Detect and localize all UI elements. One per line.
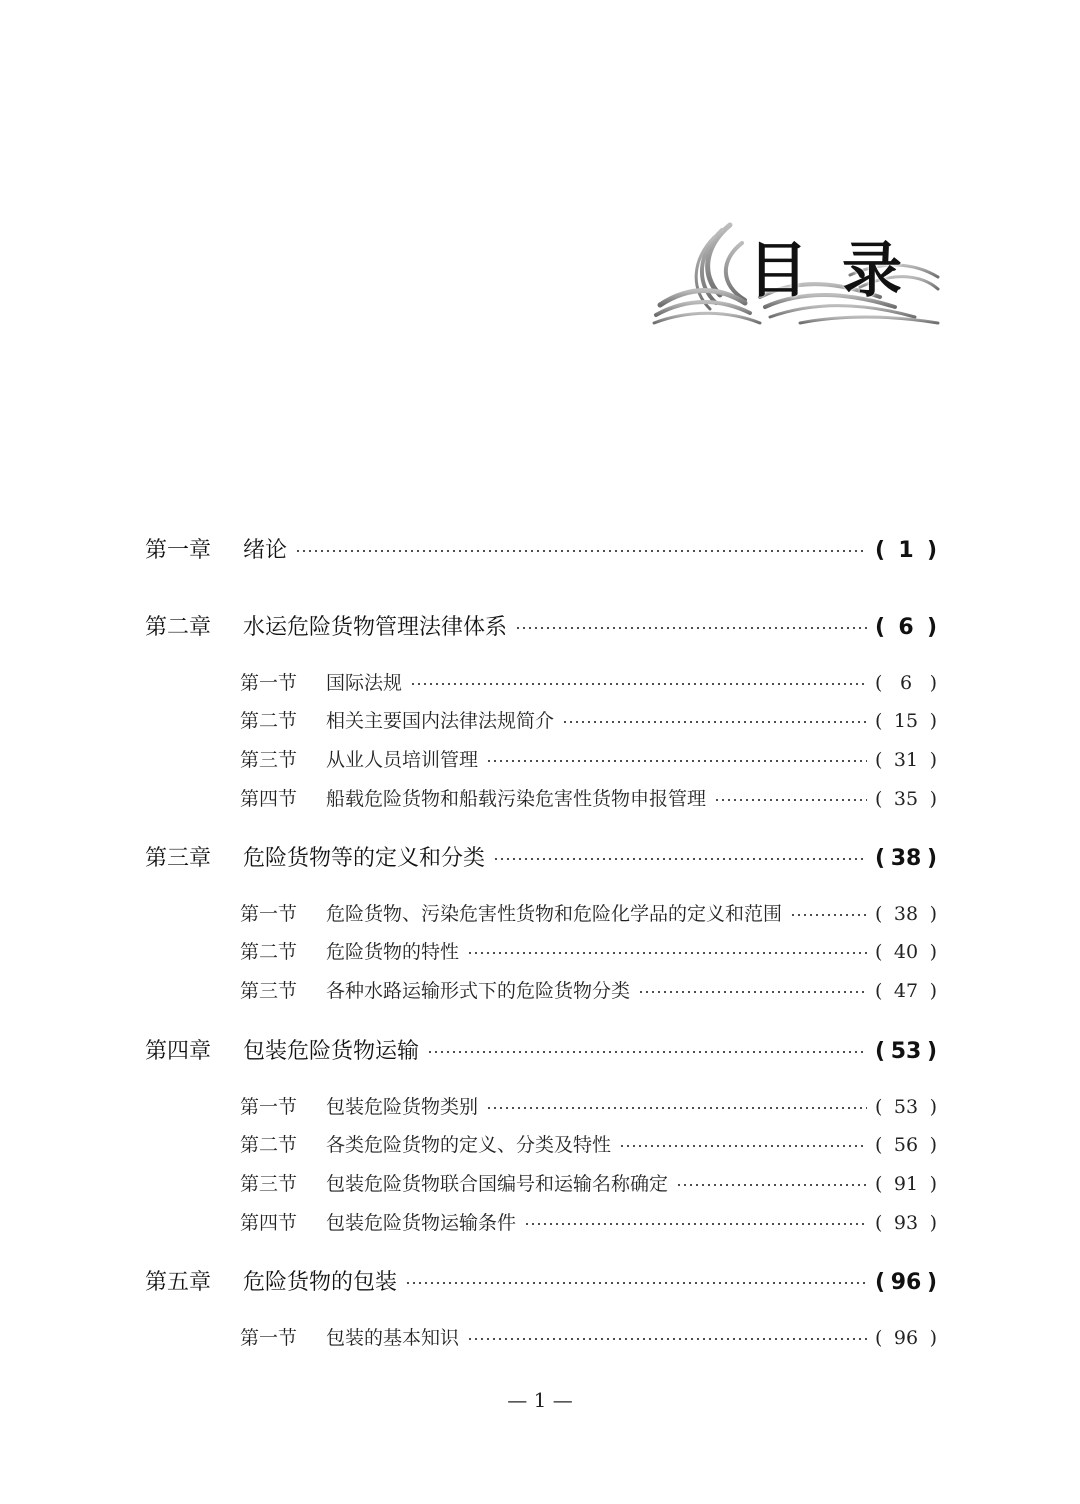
section-label: 第二节: [240, 941, 298, 963]
section-title: 国际法规: [326, 672, 403, 694]
paren-close: ): [929, 710, 937, 732]
page-number-ref: 6: [898, 615, 914, 640]
dot-leader: [515, 626, 867, 630]
section-title: 包装危险货物类别: [326, 1096, 479, 1118]
chapter-title: 危险货物等的定义和分类: [243, 846, 486, 871]
section-label: 第一节: [240, 672, 298, 694]
paren-open: (: [875, 710, 883, 732]
page-number-ref: 53: [890, 1039, 922, 1064]
section-title: 危险货物的特性: [326, 941, 460, 963]
page-ref: [875, 1327, 937, 1349]
section-label: 第四节: [240, 1212, 298, 1234]
toc-section-row: [240, 745, 937, 772]
paren-close: ): [929, 1173, 937, 1195]
page-number-ref: 38: [893, 903, 919, 925]
toc-section-row: [240, 1169, 937, 1196]
paren-open: (: [875, 788, 883, 810]
paren-close: ): [929, 788, 937, 810]
section-title: 相关主要国内法律法规简介: [326, 710, 555, 732]
dot-leader: [486, 759, 867, 763]
page-number-ref: 1: [898, 538, 914, 563]
paren-close: ): [926, 1270, 937, 1295]
paren-close: ): [929, 672, 937, 694]
chapter-label: 第四章: [145, 1039, 212, 1064]
paren-open: (: [875, 903, 883, 925]
chapter-title: 包装危险货物运输: [243, 1039, 420, 1064]
page-number-ref: 47: [893, 980, 919, 1002]
dot-leader: [295, 549, 867, 553]
chapter-label: 第五章: [145, 1270, 212, 1295]
section-title: 包装的基本知识: [326, 1327, 460, 1349]
toc-section-row: [240, 668, 937, 695]
dot-leader: [467, 951, 867, 955]
paren-close: ): [929, 1134, 937, 1156]
paren-close: ): [929, 1327, 937, 1349]
page-ref: [875, 788, 937, 810]
paren-open: (: [875, 846, 886, 871]
toc-section-row: [240, 784, 937, 811]
toc-heading-block: [650, 205, 940, 330]
paren-close: ): [929, 749, 937, 771]
dot-leader: [486, 1106, 867, 1110]
section-title: 船载危险货物和船载污染危害性货物申报管理: [326, 788, 707, 810]
page-ref: [875, 1173, 937, 1195]
page-number-ref: 15: [893, 710, 919, 732]
section-label: 第一节: [240, 1327, 298, 1349]
paren-close: ): [929, 1096, 937, 1118]
section-label: 第二节: [240, 1134, 298, 1156]
dot-leader: [493, 857, 867, 861]
page-ref: [875, 1270, 937, 1295]
dot-leader: [524, 1222, 867, 1226]
toc-section-row: [240, 976, 937, 1003]
dot-leader: [405, 1281, 867, 1285]
dot-leader: [714, 798, 867, 802]
page-ref: [875, 538, 937, 563]
paren-open: (: [875, 1173, 883, 1195]
dot-leader: [790, 913, 867, 917]
dot-leader: [427, 1050, 867, 1054]
chapter-title: 水运危险货物管理法律体系: [243, 615, 508, 640]
page-number-ref: 31: [893, 749, 919, 771]
paren-open: (: [875, 1039, 886, 1064]
dot-leader: [410, 682, 867, 686]
paren-close: ): [929, 903, 937, 925]
toc-section-row: [240, 1092, 937, 1119]
dot-leader: [467, 1337, 867, 1341]
paren-open: (: [875, 1270, 886, 1295]
page-number-ref: 91: [893, 1173, 919, 1195]
toc-section-row: [240, 937, 937, 964]
section-title: 各类危险货物的定义、分类及特性: [326, 1134, 612, 1156]
toc-chapter-row: [145, 610, 937, 641]
dot-leader: [619, 1144, 867, 1148]
toc-section-row: [240, 1208, 937, 1235]
dot-leader: [676, 1183, 867, 1187]
paren-open: (: [875, 615, 886, 640]
page-number-ref: 96: [893, 1327, 919, 1349]
paren-open: (: [875, 1212, 883, 1234]
page-number-ref: 6: [899, 672, 913, 694]
page-number-ref: 53: [893, 1096, 919, 1118]
toc-section-row: [240, 1323, 937, 1350]
page-ref: [875, 1096, 937, 1118]
page-ref: [875, 1134, 937, 1156]
page-ref: [875, 1039, 937, 1064]
section-label: 第一节: [240, 1096, 298, 1118]
chapter-label: 第二章: [145, 615, 212, 640]
section-label: 第一节: [240, 903, 298, 925]
paren-open: (: [875, 538, 886, 563]
paren-close: ): [926, 615, 937, 640]
chapter-label: 第一章: [145, 538, 212, 563]
paren-close: ): [926, 1039, 937, 1064]
toc-section-row: [240, 706, 937, 733]
page-ref: [875, 903, 937, 925]
toc-chapter-row: [145, 533, 937, 564]
dot-leader: [638, 990, 867, 994]
section-title: 各种水路运输形式下的危险货物分类: [326, 980, 631, 1002]
section-label: 第三节: [240, 980, 298, 1002]
page-number: — 1 —: [507, 1388, 573, 1412]
page-number-ref: 38: [890, 846, 922, 871]
section-label: 第四节: [240, 788, 298, 810]
section-title: 包装危险货物联合国编号和运输名称确定: [326, 1173, 669, 1195]
chapter-label: 第三章: [145, 846, 212, 871]
toc-title: 目录: [748, 236, 936, 306]
section-title: 危险货物、污染危害性货物和危险化学品的定义和范围: [326, 903, 783, 925]
toc-section-row: [240, 1130, 937, 1157]
chapter-title: 危险货物的包装: [243, 1270, 398, 1295]
page-number-ref: 96: [890, 1270, 922, 1295]
paren-open: (: [875, 1327, 883, 1349]
page-number-ref: 56: [893, 1134, 919, 1156]
page-ref: [875, 710, 937, 732]
toc-chapter-row: [145, 1265, 937, 1296]
section-label: 第二节: [240, 710, 298, 732]
paren-open: (: [875, 941, 883, 963]
toc-chapter-row: [145, 1034, 937, 1065]
page-ref: [875, 846, 937, 871]
page-number-ref: 40: [893, 941, 919, 963]
section-label: 第三节: [240, 749, 298, 771]
page-number-ref: 35: [893, 788, 919, 810]
section-title: 从业人员培训管理: [326, 749, 479, 771]
toc-section-row: [240, 899, 937, 926]
toc-chapter-row: [145, 841, 937, 872]
page-ref: [875, 672, 937, 694]
dot-leader: [562, 720, 867, 724]
paren-close: ): [929, 980, 937, 1002]
section-title: 包装危险货物运输条件: [326, 1212, 517, 1234]
chapter-title: 绪论: [243, 538, 288, 563]
page-ref: [875, 749, 937, 771]
paren-open: (: [875, 749, 883, 771]
paren-open: (: [875, 672, 883, 694]
page-number-ref: 93: [893, 1212, 919, 1234]
page-ref: [875, 615, 937, 640]
paren-open: (: [875, 1134, 883, 1156]
paren-close: ): [926, 538, 937, 563]
paren-close: ): [929, 941, 937, 963]
page-ref: [875, 980, 937, 1002]
page-ref: [875, 941, 937, 963]
section-label: 第三节: [240, 1173, 298, 1195]
page-ref: [875, 1212, 937, 1234]
paren-close: ): [926, 846, 937, 871]
paren-open: (: [875, 1096, 883, 1118]
paren-close: ): [929, 1212, 937, 1234]
paren-open: (: [875, 980, 883, 1002]
